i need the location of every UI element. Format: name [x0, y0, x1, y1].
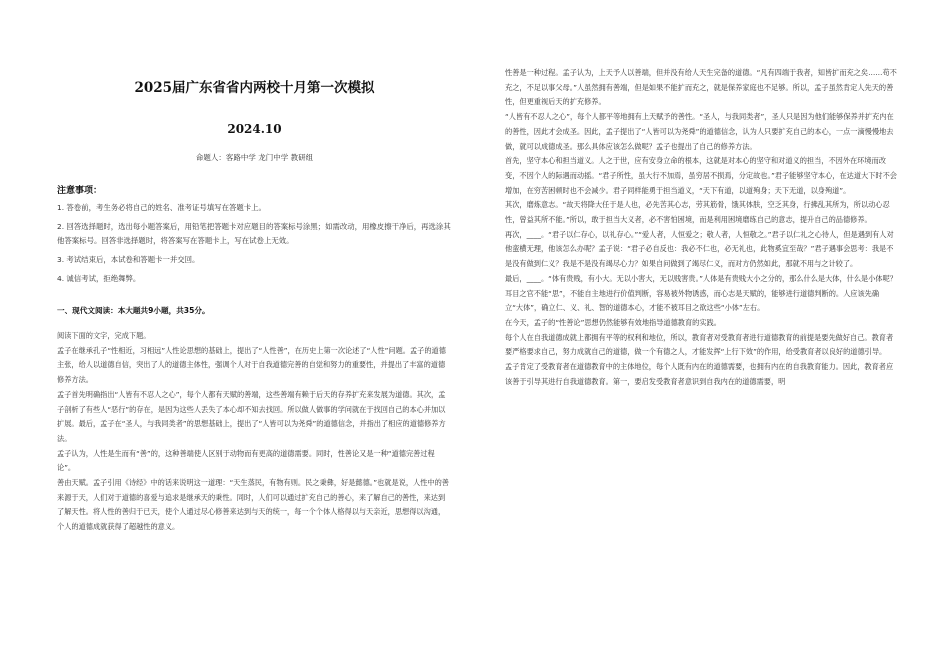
section-heading: 一、现代文阅读：本大题共9小题，共35分。 [57, 306, 210, 315]
paragraph: 首先，坚守本心和担当道义。人之于世，应有安身立命的根本，这就是对本心的坚守和对道义的担当，不因外在环境而改变，不因个人的际遇而动摇。“君子所性，虽大行不加焉，虽穷居不损焉，分定故也。”君子能够坚守本心，在达道大下时不会增加，在穷苦困顿时也不会减少。君子同样能勇于担当道义，“天下有道，以道殉身；天下无道，以身殉道”。 [505, 156, 897, 195]
exam-authors: 命题人：客路中学 龙门中学 教研组 [195, 153, 314, 162]
paragraph: “人皆有不忍人之心”，每个人都平等地拥有上天赋予的善性。“圣人，与我同类者”，圣人只是因为他们能够保养并扩充内在的善性，因此才会成圣。因此，孟子提出了“人皆可以为尧舜”的道德信念，认为人只要扩充自己的本心，一点一滴慢慢地去做，就可以成德成圣。那么具体应该怎么做呢？孟子也提出了自己的修养方法。 [505, 112, 894, 151]
notice-heading: 注意事项： [57, 186, 103, 196]
paragraph: 孟子认为，人性是生而有“善”的，这种善端使人区别于动物而有更高的道德需要。同时，性善论又是一种“道德完善过程论”。 [57, 448, 435, 473]
paragraph: 孟子首先明确指出“人皆有不忍人之心”，每个人都有天赋的善端，这些善端有赖于后天的存养扩充来发展为道德。其次，孟子剖析了有些人“恶行”的存在，是因为这些人丢失了本心却不知去找回。所以做人做事的学问就在于找回自己的本心并加以扩展。最后，孟子在“圣人，与我同类者”的思想基础上，提出了“人皆可以为尧舜”的道德信念，并指出了相应的道德修养方法。 [57, 389, 446, 443]
paragraph: 阅读下面的文字，完成下题。 [57, 331, 151, 340]
paragraph: 孟子肯定了受教育者在道德教育中的主体地位，每个人既有内在的道德需要，也拥有内在的自我教育能力。因此，教育者应该善于引导其进行自我道德教育。第一，要启发受教育者意识到自我内在的道德需要，明 [505, 362, 894, 386]
notice-item: 2. 回答选择题时，选出每小题答案后，用铅笔把答题卡对应题目的答案标号涂黑；如需改动，用橡皮擦干净后，再选涂其他答案标号。回答非选择题时，将答案写在答题卡上，写在试卷上无效。 [57, 222, 451, 245]
notice-list [57, 201, 452, 291]
paragraph: 再次，____。“君子以仁存心，以礼存心。”“爱人者，人恒爱之；敬人者，人恒敬之。”君子以仁礼之心待人，但是遇到有人对他蛮横无理，他该怎么办呢？孟子说：“君子必自反也：我必不仁也，必无礼也，此物奚宜至哉？”君子遇事会思考：我是不是没有做到仁义？我是不是没有竭尽心力？如果自问做到了竭尽仁义，而对方仍然如此，那就不用与之计较了。 [505, 229, 894, 269]
paragraph: 每个人在自我道德成就上都拥有平等的权利和地位，所以，教育者对受教育者进行道德教育的前提是要先做好自己。教育者要严格要求自己，努力成就自己的道德，做一个有德之人，才能发挥“上行下效”的作用，给受教育者以良好的道德引导。 [505, 332, 894, 357]
exam-date: 2024.10 [227, 122, 282, 136]
paragraph: 在今天，孟子的“性善论”思想仍然能够有效地指导道德教育的实践。 [505, 317, 721, 327]
notice-item: 1. 答卷前，考生务必将自己的姓名、准考证号填写在答题卡上。 [57, 203, 266, 212]
exam-title: 2025届广东省省内两校十月第一次模拟 [134, 80, 375, 96]
paragraph: 其次，磨炼意志。“故天将降大任于是人也，必先苦其心志，劳其筋骨，饿其体肤，空乏其身，行拂乱其所为，所以动心忍性，曾益其所不能。”所以，敢于担当大义者，必不害怕困境，而是利用困境磨练自己的意志，提升自己的品德修养。 [505, 200, 890, 225]
paragraph: 最后，____。“体有贵贱，有小大。无以小害大，无以贱害贵。”人体是有贵贱大小之分的，那么什么是大体，什么是小体呢？耳目之官不能“思”，不能自主地进行价值判断，容易被外物诱惑，而心志是天赋的，能够进行道德判断的。人应该先确立“大体”，确立仁、义、礼、智的道德本心，才能不被耳目之欲这些“小体”左右。 [505, 273, 897, 313]
paragraph: 善由天赋。孟子引用《诗经》中的话来说明这一道理：“天生蒸民，有物有则。民之秉彝，好是懿德。”也就是说，人性中的善来源于天，人们对于道德的喜爱与追求是继承天的秉性。同时，人们可以通过扩充自己的善心，来了解自己的善性，来达到了解天性。将人性的善归于已天，使个人通过尽心修善来达到与天的统一，每一个个体人格得以与天亲近，思想得以沟通，个人的道德成就获得了超越性的意义。 [57, 478, 449, 532]
paragraph: 性善是一种过程。孟子认为，上天予人以善端，但并没有给人天生完备的道德。“凡有四端于我者，知皆扩而充之矣……苟不充之，不足以事父母。”人虽然拥有善端，但是如果不能扩而充之，就是保养家庭也不足够。所以，孟子虽然肯定人先天的善性，但更重视后天的扩充修养。 [505, 68, 897, 107]
notice-item: 4. 诚信考试，拒绝舞弊。 [57, 273, 141, 283]
notice-item: 3. 考试结束后，本试卷和答题卡一并交回。 [57, 254, 200, 264]
reading-passage-left [57, 329, 452, 535]
reading-passage-right [505, 66, 897, 389]
paragraph: 孟子在继承孔子“性相近，习相远”人性论思想的基础上，提出了“人性善”，在历史上第一次论述了“人性”问题。孟子的道德主张，给人以道德自信，突出了人的道德主体性，强调个人对于自我道德完善的自觉和努力的重要性，并提出了丰富的道德修养方法。 [57, 345, 446, 385]
